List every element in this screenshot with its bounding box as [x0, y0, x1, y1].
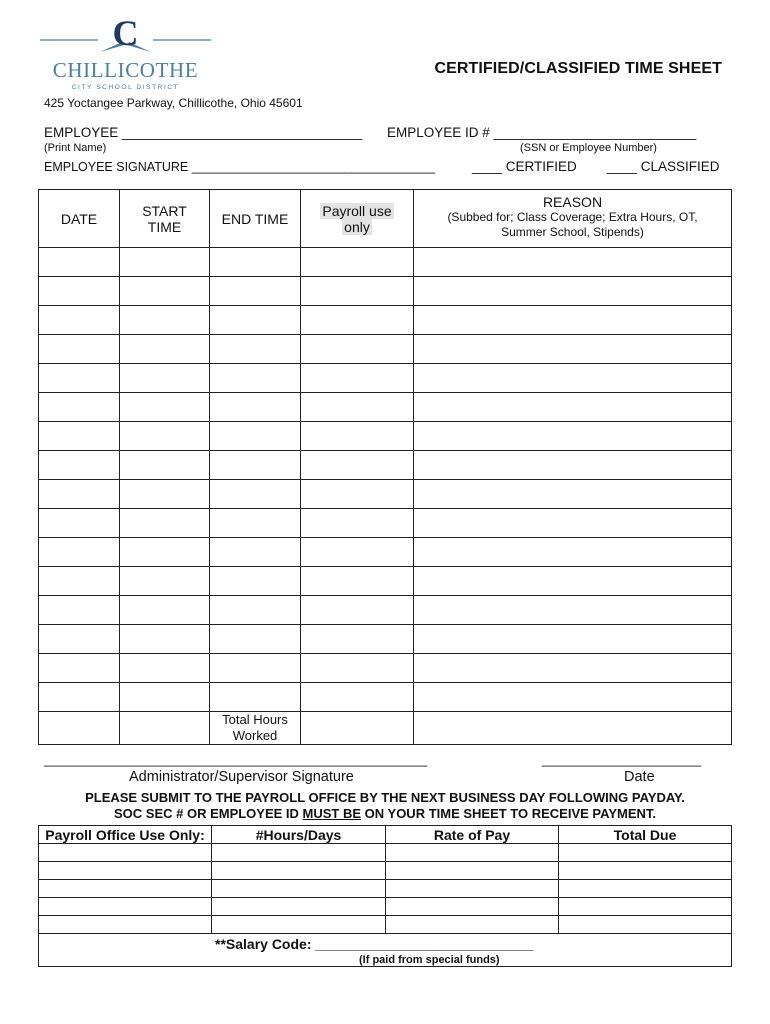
reason-cell[interactable] — [414, 393, 732, 422]
reason-cell[interactable] — [414, 625, 732, 654]
end-time-cell[interactable] — [210, 306, 301, 335]
reason-cell[interactable] — [414, 422, 732, 451]
reason-cell[interactable] — [414, 335, 732, 364]
payroll-cell[interactable] — [39, 916, 212, 934]
reason-cell[interactable] — [414, 683, 732, 712]
table-row — [39, 393, 732, 422]
special-funds-hint: (If paid from special funds) — [359, 954, 500, 966]
payroll-cell[interactable] — [39, 880, 212, 898]
svg-text:C: C — [112, 13, 139, 53]
start-time-cell[interactable] — [120, 451, 210, 480]
date-cell[interactable] — [39, 683, 120, 712]
table-row — [39, 277, 732, 306]
payroll-cell — [301, 567, 414, 596]
col-end-time-header: END TIME — [210, 190, 301, 248]
district-address: 425 Yoctangee Parkway, Chillicothe, Ohio 45601 — [44, 96, 303, 110]
district-logo — [38, 12, 213, 92]
start-time-cell[interactable] — [120, 277, 210, 306]
start-label-1: START — [142, 202, 187, 219]
end-time-cell[interactable] — [210, 335, 301, 364]
ssn-hint: (SSN or Employee Number) — [520, 142, 657, 154]
certified-checkbox[interactable]: ____ CERTIFIED — [472, 159, 577, 174]
payroll-cell[interactable] — [559, 898, 732, 916]
print-name-hint: (Print Name) — [44, 142, 107, 154]
date-line[interactable]: ______________________ — [542, 752, 702, 767]
form-title: CERTIFIED/CLASSIFIED TIME SHEET — [434, 60, 722, 77]
date-cell[interactable] — [39, 567, 120, 596]
reason-cell[interactable] — [414, 596, 732, 625]
date-cell[interactable] — [39, 364, 120, 393]
start-time-cell[interactable] — [120, 393, 210, 422]
logo-emblem — [38, 12, 213, 92]
start-time-cell[interactable] — [120, 335, 210, 364]
end-time-cell[interactable] — [210, 596, 301, 625]
payroll-cell[interactable] — [212, 898, 386, 916]
payroll-cell[interactable] — [559, 844, 732, 862]
start-time-cell[interactable] — [120, 538, 210, 567]
date-cell[interactable] — [39, 480, 120, 509]
table-row — [39, 306, 732, 335]
table-row — [39, 335, 732, 364]
payroll-cell[interactable] — [386, 844, 559, 862]
payroll-header-row — [39, 826, 732, 844]
payroll-cell — [301, 683, 414, 712]
table-header-row — [39, 190, 732, 248]
admin-signature-label: Administrator/Supervisor Signature — [129, 769, 354, 785]
payroll-cell[interactable] — [386, 898, 559, 916]
end-time-cell[interactable] — [210, 393, 301, 422]
payroll-cell[interactable] — [212, 880, 386, 898]
payroll-cell[interactable] — [39, 862, 212, 880]
reason-cell[interactable] — [414, 538, 732, 567]
payroll-office-header: Payroll Office Use Only: — [39, 826, 212, 844]
start-time-cell[interactable] — [120, 364, 210, 393]
table-row — [39, 683, 732, 712]
start-time-cell[interactable] — [120, 596, 210, 625]
col-start-time-header — [120, 190, 210, 248]
payroll-cell[interactable] — [559, 880, 732, 898]
date-cell[interactable] — [39, 596, 120, 625]
rate-of-pay-header: Rate of Pay — [386, 826, 559, 844]
date-cell[interactable] — [39, 393, 120, 422]
start-time-cell[interactable] — [120, 654, 210, 683]
total-label-2: Worked — [232, 728, 278, 743]
date-cell[interactable] — [39, 625, 120, 654]
col-reason-header — [414, 190, 732, 248]
reason-cell[interactable] — [414, 567, 732, 596]
payroll-cell[interactable] — [212, 862, 386, 880]
start-label-2: TIME — [147, 218, 182, 235]
table-row — [39, 509, 732, 538]
end-time-cell[interactable] — [210, 654, 301, 683]
payroll-cell — [301, 596, 414, 625]
payroll-cell — [301, 538, 414, 567]
total-empty-cell — [120, 712, 210, 745]
start-time-cell[interactable] — [120, 422, 210, 451]
payroll-row — [39, 898, 732, 916]
col-date-header: DATE — [39, 190, 120, 248]
date-cell[interactable] — [39, 422, 120, 451]
id-requirement-notice — [0, 806, 770, 821]
hours-days-header: #Hours/Days — [212, 826, 386, 844]
payroll-cell[interactable] — [212, 916, 386, 934]
table-row — [39, 364, 732, 393]
payroll-row — [39, 862, 732, 880]
reason-label: REASON — [542, 194, 603, 210]
table-row — [39, 654, 732, 683]
payroll-cell — [301, 335, 414, 364]
payroll-cell[interactable] — [559, 862, 732, 880]
date-cell[interactable] — [39, 248, 120, 277]
start-time-cell[interactable] — [120, 625, 210, 654]
total-hours-label — [210, 712, 301, 745]
date-cell[interactable] — [39, 451, 120, 480]
end-time-cell[interactable] — [210, 538, 301, 567]
total-hours-cell[interactable] — [301, 712, 414, 745]
notice-must-be: MUST BE — [302, 806, 362, 821]
notice-part-c: ON YOUR TIME SHEET TO RECEIVE PAYMENT. — [361, 806, 656, 821]
reason-hint-2: Summer School, Stipends) — [501, 225, 644, 239]
payroll-cell[interactable] — [39, 844, 212, 862]
svg-text:CHILLICOTHE: CHILLICOTHE — [52, 58, 199, 82]
payroll-row — [39, 916, 732, 934]
payroll-cell[interactable] — [39, 898, 212, 916]
start-time-cell[interactable] — [120, 248, 210, 277]
total-reason-cell — [414, 712, 732, 745]
table-row — [39, 248, 732, 277]
salary-code-field[interactable]: **Salary Code: ____________________________ — [215, 936, 534, 952]
payroll-cell[interactable] — [386, 880, 559, 898]
payroll-label-2: only — [344, 218, 370, 235]
salary-code-cell — [39, 934, 732, 967]
payroll-row — [39, 844, 732, 862]
payroll-cell — [301, 654, 414, 683]
end-time-cell[interactable] — [210, 451, 301, 480]
payroll-cell — [301, 480, 414, 509]
start-time-cell[interactable] — [120, 509, 210, 538]
end-time-cell[interactable] — [210, 480, 301, 509]
start-time-cell[interactable] — [120, 567, 210, 596]
employee-name-field[interactable]: EMPLOYEE ________________________________ — [44, 125, 363, 140]
notice-part-a: SOC SEC # OR EMPLOYEE ID — [113, 806, 303, 821]
payroll-row — [39, 880, 732, 898]
date-cell[interactable] — [39, 654, 120, 683]
date-cell[interactable] — [39, 335, 120, 364]
payroll-cell — [301, 422, 414, 451]
reason-cell[interactable] — [414, 306, 732, 335]
reason-cell[interactable] — [414, 654, 732, 683]
classified-checkbox[interactable]: ____ CLASSIFIED — [607, 159, 720, 174]
payroll-cell[interactable] — [386, 862, 559, 880]
date-cell[interactable] — [39, 509, 120, 538]
table-row — [39, 625, 732, 654]
table-row — [39, 451, 732, 480]
total-row — [39, 712, 732, 745]
admin-signature-line[interactable]: _____________________________________________________ — [44, 752, 428, 767]
col-payroll-header — [301, 190, 414, 248]
reason-cell[interactable] — [414, 480, 732, 509]
payroll-cell[interactable] — [559, 916, 732, 934]
employee-id-field[interactable]: EMPLOYEE ID # ___________________________ — [387, 125, 697, 140]
end-time-cell[interactable] — [210, 567, 301, 596]
date-label: Date — [624, 769, 655, 785]
end-time-cell[interactable] — [210, 248, 301, 277]
date-cell[interactable] — [39, 306, 120, 335]
payroll-cell — [301, 277, 414, 306]
employee-signature-field[interactable]: EMPLOYEE SIGNATURE ___________________________________ — [44, 160, 436, 174]
date-cell[interactable] — [39, 277, 120, 306]
end-time-cell[interactable] — [210, 422, 301, 451]
total-label-1: Total Hours — [222, 712, 288, 727]
start-time-cell[interactable] — [120, 306, 210, 335]
payroll-cell[interactable] — [386, 916, 559, 934]
table-row — [39, 480, 732, 509]
start-time-cell[interactable] — [120, 683, 210, 712]
end-time-cell[interactable] — [210, 277, 301, 306]
table-row — [39, 422, 732, 451]
table-row — [39, 567, 732, 596]
reason-cell[interactable] — [414, 451, 732, 480]
reason-hint-1: (Subbed for; Class Coverage; Extra Hours, OT, — [447, 210, 698, 224]
reason-cell[interactable] — [414, 248, 732, 277]
payroll-cell — [301, 364, 414, 393]
payroll-office-table — [38, 825, 732, 967]
end-time-cell[interactable] — [210, 509, 301, 538]
table-row — [39, 596, 732, 625]
time-entries-table — [38, 189, 732, 745]
submission-notice: PLEASE SUBMIT TO THE PAYROLL OFFICE BY THE NEXT BUSINESS DAY FOLLOWING PAYDAY. — [85, 790, 685, 805]
payroll-label-1: Payroll use — [322, 202, 392, 219]
payroll-cell[interactable] — [212, 844, 386, 862]
payroll-cell — [301, 509, 414, 538]
payroll-cell — [301, 625, 414, 654]
salary-code-row — [39, 934, 732, 967]
payroll-cell — [301, 393, 414, 422]
start-time-cell[interactable] — [120, 480, 210, 509]
end-time-cell[interactable] — [210, 625, 301, 654]
table-row — [39, 538, 732, 567]
payroll-cell — [301, 451, 414, 480]
total-empty-cell — [39, 712, 120, 745]
payroll-cell — [301, 248, 414, 277]
reason-cell[interactable] — [414, 364, 732, 393]
reason-cell[interactable] — [414, 509, 732, 538]
date-cell[interactable] — [39, 538, 120, 567]
total-due-header: Total Due — [559, 826, 732, 844]
payroll-cell — [301, 306, 414, 335]
svg-text:CITY SCHOOL DISTRICT: CITY SCHOOL DISTRICT — [71, 84, 180, 91]
reason-cell[interactable] — [414, 277, 732, 306]
end-time-cell[interactable] — [210, 364, 301, 393]
end-time-cell[interactable] — [210, 683, 301, 712]
